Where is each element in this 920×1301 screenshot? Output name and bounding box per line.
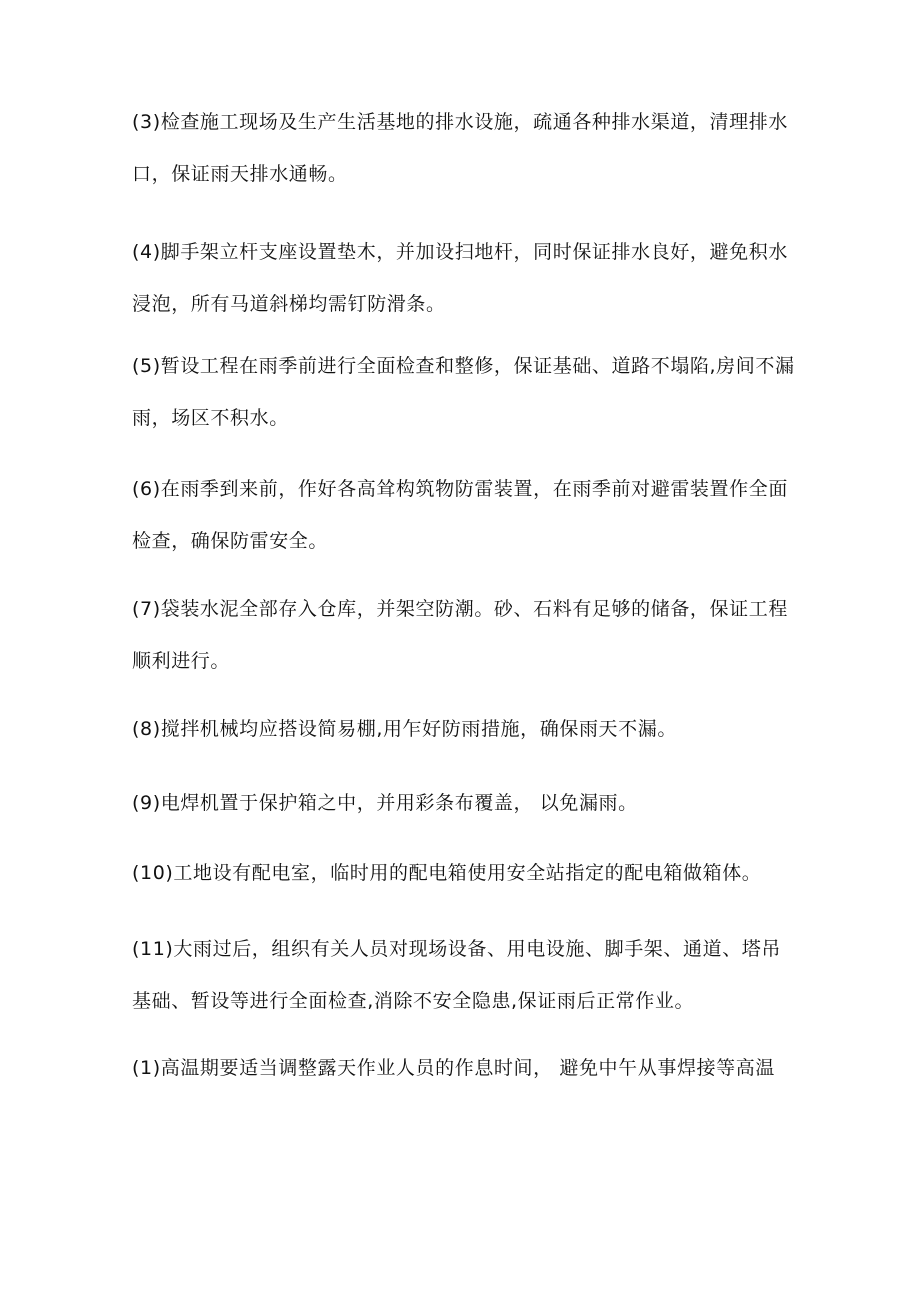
paragraph-item-9: (9)电焊机置于保护箱之中，并用彩条布覆盖， 以免漏雨。: [132, 792, 638, 814]
paragraph-item-11: (11)大雨过后，组织有关人员对现场设备、用电设施、脚手架、通道、塔吊基础、暂设等进行全面检查,消除不安全隐患,保证雨后正常作业。: [132, 938, 782, 1012]
paragraph-item-4: (4)脚手架立杆支座设置垫木，并加设扫地杆，同时保证排水良好，避免积水浸泡，所有马道斜梯均需钉防滑条。: [132, 241, 788, 315]
paragraph-item-3: (3)检查施工现场及生产生活基地的排水设施，疏通各种排水渠道，清理排水口，保证雨天排水通畅。: [132, 111, 788, 185]
paragraph-item-5: (5)暂设工程在雨季前进行全面检查和整修，保证基础、道路不塌陷,房间不漏雨，场区不积水。: [132, 355, 795, 429]
paragraph-item-6: (6)在雨季到来前，作好各高耸构筑物防雷装置，在雨季前对避雷装置作全面检查，确保防雷安全。: [132, 478, 788, 552]
paragraph-item-1-high-temperature: (1)高温期要适当调整露天作业人员的作息时间， 避免中午从事焊接等高温: [132, 1057, 775, 1079]
paragraph-item-7: (7)袋装水泥全部存入仓库，并架空防潮。砂、石料有足够的储备，保证工程顺利进行。: [132, 598, 788, 672]
paragraph-item-8: (8)搅拌机械均应搭设简易棚,用乍好防雨措施，确保雨天不漏。: [132, 718, 677, 740]
paragraph-item-10: (10)工地设有配电室，临时用的配电箱使用安全站指定的配电箱做箱体。: [132, 862, 762, 884]
